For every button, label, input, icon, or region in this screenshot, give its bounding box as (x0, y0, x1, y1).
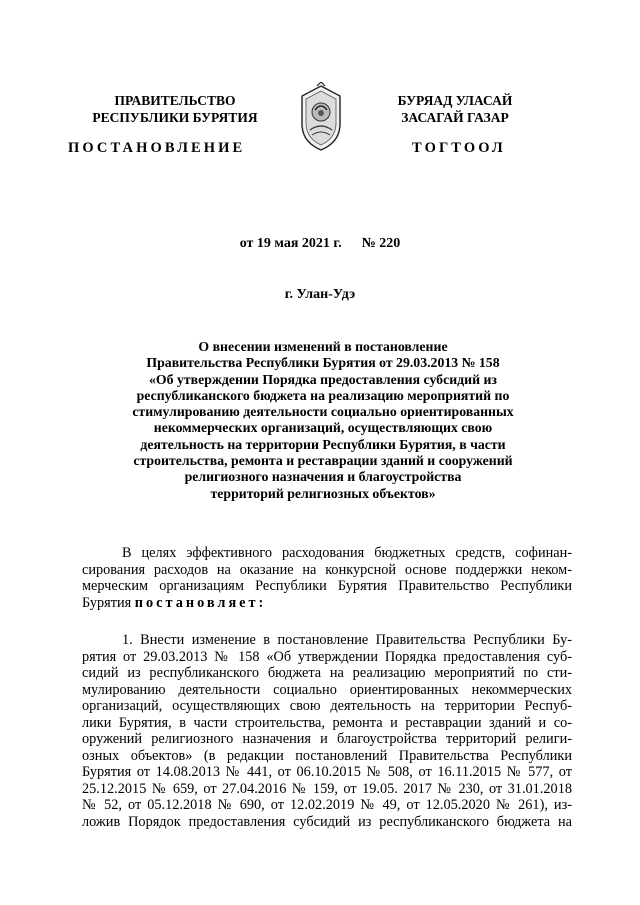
decree-city: г. Улан-Удэ (284, 287, 356, 302)
clause-line: 25.12.2015 № 659, от 27.04.2016 № 159, от 19.05. 2017 № 230, от 31.01.2018 (82, 780, 572, 797)
coat-of-arms-icon (296, 82, 346, 154)
government-name-russian (60, 92, 290, 126)
title-line: «Об утверждении Порядка предоставления субсидий из (149, 371, 497, 387)
preamble-line: мерческим организациям Республики Бурятия Правительство Республики (82, 578, 572, 594)
clause-line: № 52, от 05.12.2018 № 690, от 12.02.2019 № 49, от 12.05.2020 № 261), из- (82, 797, 572, 813)
header-left-line2: РЕСПУБЛИКИ БУРЯТИЯ (92, 110, 258, 125)
title-line: О внесении изменений в постановление (198, 339, 448, 354)
title-line: строительства, ремонта и реставрации зданий и сооружений (133, 453, 513, 469)
title-line: Правительства Республики Бурятия от 29.03.2013 № 158 (146, 355, 500, 371)
title-line: стимулированию деятельности социально ориентированных (132, 404, 514, 420)
clause-line: мулированию деятельности социально ориентированных некоммерческих (82, 681, 572, 698)
clause-line: рятия от 29.03.2013 № 158 «Об утверждении Порядка предоставления суб- (82, 648, 572, 665)
preamble-line (82, 595, 572, 612)
clause-line: организаций, осуществляющих свою деятельность на территории Респуб- (82, 698, 572, 714)
preamble-last-prefix: Бурятия (82, 594, 135, 611)
preamble-paragraph (82, 545, 572, 611)
clause-line: лики Бурятия, в части строительства, ремонта и реставрации зданий и со- (82, 714, 572, 731)
clause-line: ложив Порядок предоставления субсидий из республиканского бюджета на (82, 813, 572, 830)
header-right-line2: ЗАСАГАЙ ГАЗАР (401, 110, 509, 125)
header-left-line1: ПРАВИТЕЛЬСТВО (114, 93, 236, 108)
decree-label-buryat: ТОГТООЛ (412, 140, 506, 156)
preamble-line: сирования расходов на оказание на конкурсной основе поддержки неком- (82, 561, 572, 578)
title-line: республиканского бюджета на реализацию мероприятий по (136, 387, 510, 403)
title-line: территорий религиозных объектов» (210, 485, 436, 501)
header-right-line1: БУРЯАД УЛАСАЙ (397, 93, 513, 108)
title-line: деятельность на территории Республики Бурятия, в части (140, 436, 506, 452)
government-name-buryat (372, 92, 538, 126)
decree-number: № 220 (361, 236, 401, 251)
decree-date: от 19 мая 2021 г. (239, 236, 342, 251)
clause-line: Бурятия от 14.08.2013 № 441, от 06.10.2015 № 508, от 16.11.2015 № 577, от (82, 764, 572, 780)
clause-line: озных объектов» (в редакции постановлений Правительства Республики (82, 747, 572, 764)
clause-1-paragraph (82, 632, 572, 830)
document-title (100, 339, 546, 502)
resolves-word: постановляет: (134, 594, 267, 611)
title-line: религиозного назначения и благоустройства (184, 469, 462, 485)
decree-date-number (0, 236, 640, 252)
clause-line: оружений религиозного назначения и благоустройства территорий религи- (82, 731, 572, 747)
clause-line: сидий из республиканского бюджета на реализацию мероприятий по сти- (82, 665, 572, 681)
decree-label-russian: ПОСТАНОВЛЕНИЕ (68, 140, 246, 156)
title-line: некоммерческих организаций, осуществляющих свою (153, 420, 493, 436)
clause-line: 1. Внести изменение в постановление Правительства Республики Бу- (122, 632, 572, 648)
preamble-line: В целях эффективного расходования бюджетных средств, софинан- (122, 545, 572, 561)
